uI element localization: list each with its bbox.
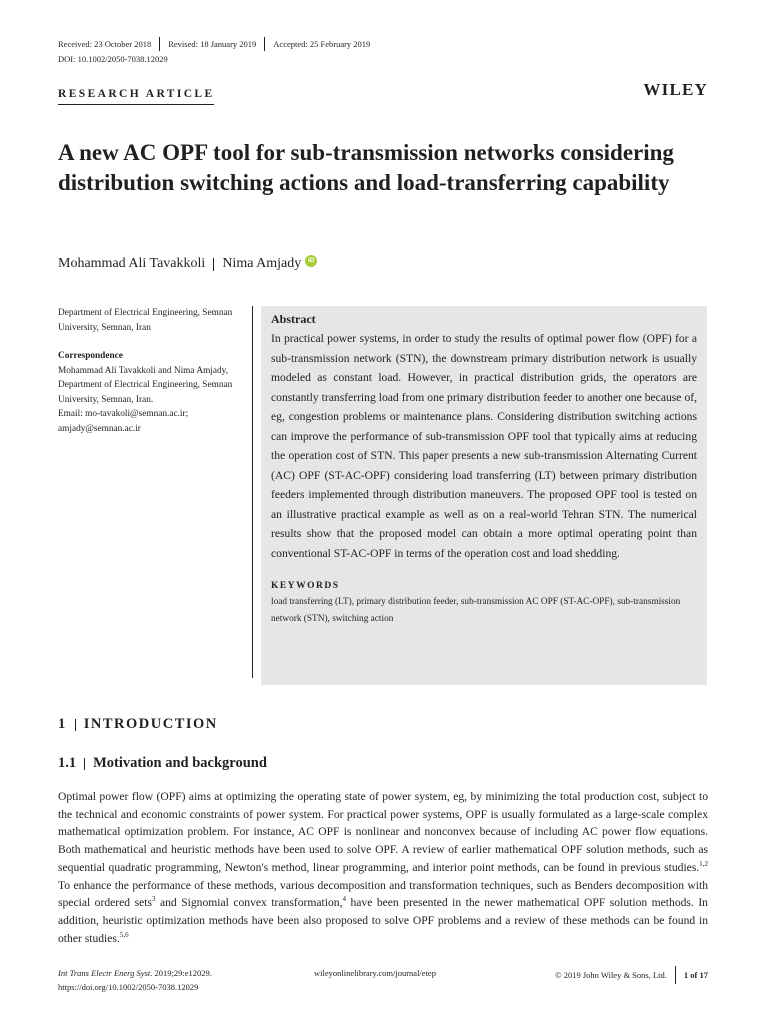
author-list [58, 256, 317, 272]
subsection-title: Motivation and background [93, 755, 267, 771]
keywords-heading: KEYWORDS [271, 581, 340, 591]
text-run: have been presented in the newer mathematical OPF solution methods. In addition, heuristic optimization methods have been also proposed to solve OPF problems and a review of these methods can be found in other studies. [58, 896, 708, 945]
journal-website-link[interactable]: wileyonlinelibrary.com/journal/etep [314, 968, 436, 978]
text-run: Optimal power flow (OPF) aims at optimizing the operating state of power system, eg, by minimizing the total production cost, subject to the technical and economic constraints of power system. For practical power systems, OPF is usually formulated as a large-scale complex mathematical optimization problem. For instance, AC OPF is nonlinear and nonconvex because of including AC power flow equations. Both mathematical and heuristic methods have been used to solve OPF. A review of earlier mathematical OPF solution methods, such as sequential quadratic programming, Newton's method, linear programming, and interior point methods, can be found in previous studies. [58, 790, 708, 874]
keywords-list: load transferring (LT), primary distribution feeder, sub-transmission AC OPF (ST-AC-OPF), sub-transmission network (STN), switching action [271, 597, 681, 624]
section-number: 1 [58, 716, 67, 732]
divider [75, 719, 76, 731]
doi[interactable]: DOI: 10.1002/2050-7038.12029 [58, 54, 168, 64]
article-title: A new AC OPF tool for sub-transmission networks considering distribution switching actions and load-transferring capability [58, 140, 674, 195]
page-number: 1 of 17 [683, 970, 708, 980]
abstract-text: In practical power systems, in order to study the results of optimal power flow (OPF) for a sub-transmission network (STN), the downstream primary distribution network is usually modeled as constant load. However, in practical distribution grids, the operators are constantly transferring load from one primary distribution feeder to another one because of, eg, congestion problems or maintenance plans. Considering distribution switching actions can improve the performance of sub-transmission OPF tool that typically aims at reducing the operation cost of STN. This paper presents a new sub-transmission Alternating Current (AC) OPF (ST-AC-OPF) considering load transferring (LT) between primary distribution feeders implemented through distribution maneuvers. The proposed OPF tool is tested on an illustrative practical example as well as on a real-world Tehran STN. The numerical results show that the proposed model can obtain a more optimal operating point than conventional ST-AC-OPF in terms of the operation cost and load shedding. [271, 332, 697, 560]
orcid-icon[interactable]: iD [305, 255, 317, 267]
text-run: and Signomial convex transformation, [155, 896, 343, 910]
divider [675, 966, 676, 984]
correspondence-block [58, 349, 246, 436]
correspondence-email[interactable]: Email: mo-tavakoli@semnan.ac.ir; [58, 409, 189, 419]
author-name[interactable]: Mohammad Ali Tavakkoli [58, 256, 206, 271]
article-type-rule [58, 104, 214, 105]
journal-name: Int Trans Electr Energ Syst. [58, 968, 153, 978]
body-paragraph [58, 788, 708, 947]
subsection-number: 1.1 [58, 755, 77, 771]
article-type: RESEARCH ARTICLE [58, 88, 215, 100]
section-title: INTRODUCTION [83, 716, 218, 732]
citation-ref[interactable]: 4 [342, 895, 346, 904]
divider [213, 258, 214, 271]
text-run: To enhance the performance of these methods, various decomposition and transformation techniques, such as Benders decomposition with special ordered sets [58, 878, 708, 910]
footer-right [555, 966, 708, 984]
affiliation: Department of Electrical Engineering, Semnan University, Semnan, Iran [58, 308, 233, 333]
sidebar-divider [252, 306, 253, 678]
author-info-sidebar [58, 306, 246, 436]
article-dates [58, 37, 370, 51]
revised-date: Revised: 18 January 2019 [168, 39, 257, 49]
abstract-heading: Abstract [271, 312, 316, 326]
footer-citation [58, 966, 212, 994]
citation-ref[interactable]: 1,2 [699, 859, 708, 868]
correspondence-text: Mohammad Ali Tavakkoli and Nima Amjady, Department of Electrical Engineering, Semnan University, Semnan, Iran. [58, 365, 233, 405]
journal-citation: 2019;29:e12029. [152, 968, 212, 978]
footer-doi-link[interactable]: https://doi.org/10.1002/2050-7038.12029 [58, 982, 199, 992]
publisher-logo: WILEY [643, 80, 708, 99]
received-date: Received: 23 October 2018 [58, 39, 152, 49]
abstract-box [261, 306, 707, 685]
correspondence-heading: Correspondence [58, 351, 123, 361]
author-name[interactable]: Nima Amjady [222, 256, 302, 271]
divider [264, 37, 265, 51]
subsection-heading [58, 755, 267, 772]
accepted-date: Accepted: 25 February 2019 [273, 39, 371, 49]
copyright: © 2019 John Wiley & Sons, Ltd. [555, 970, 667, 980]
citation-ref[interactable]: 3 [151, 895, 156, 904]
divider [159, 37, 160, 51]
citation-ref[interactable]: 5,6 [119, 930, 129, 939]
divider [84, 758, 85, 770]
section-heading [58, 716, 218, 733]
correspondence-email[interactable]: amjady@semnan.ac.ir [58, 423, 141, 434]
